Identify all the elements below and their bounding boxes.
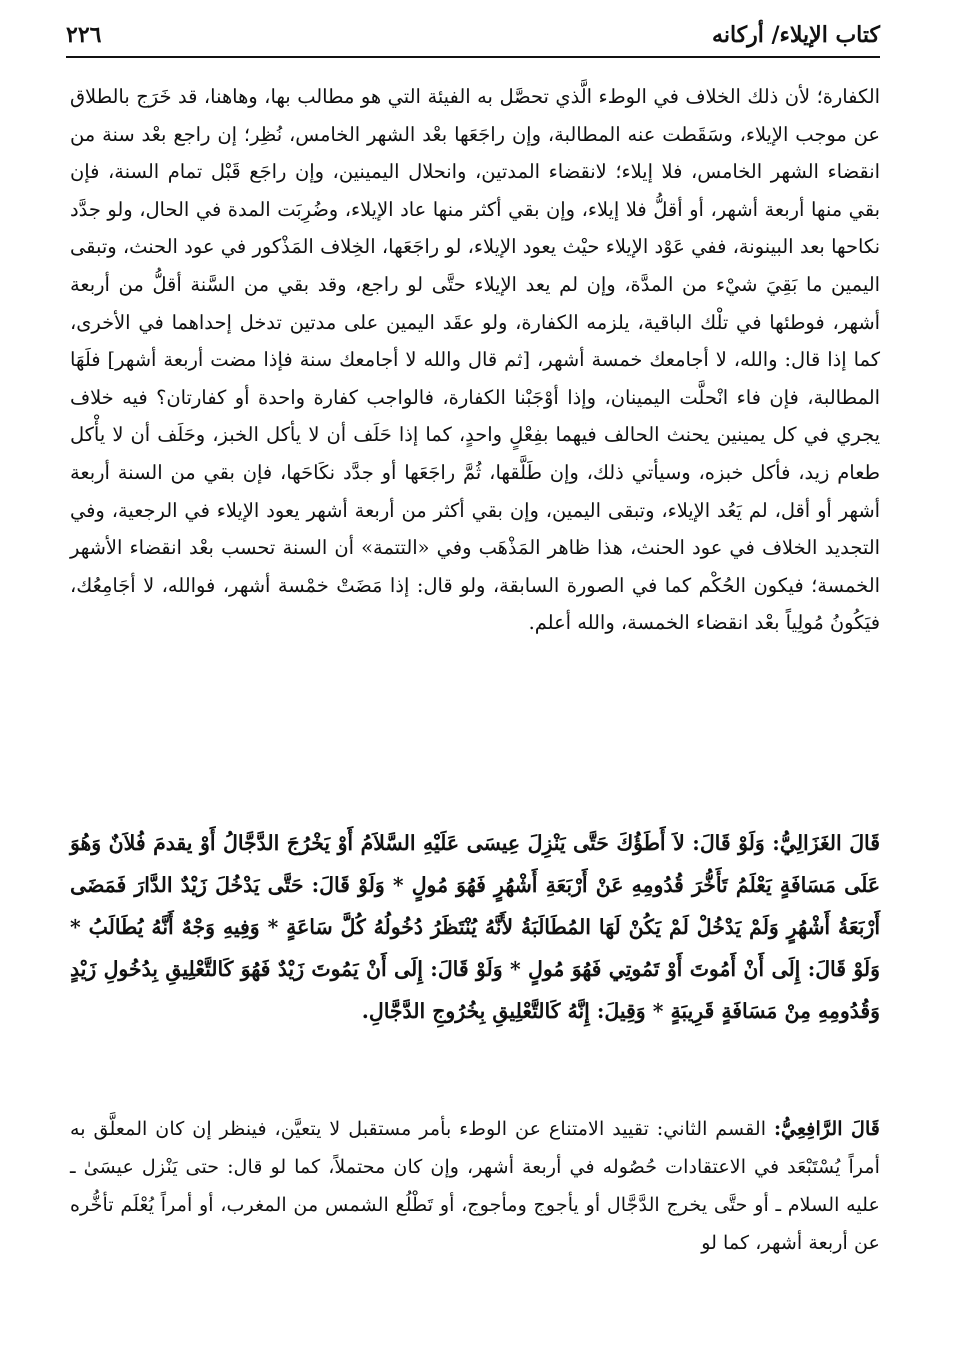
page-number: ٢٢٦ [66, 22, 102, 48]
ghazali-text: وَلَوْ قَالَ: لاَ أَطَؤُكَ حَتَّى يَنْزِلَ عِيسَى عَلَيْهِ السَّلاَمُ أَوْ يَخْرُجَ الدَّجَّالُ أَوْ يقدمَ فُلاَنٌ وَهُوَ عَلَى مَسَافَةٍ يَعْلَمُ تَأَخُّرَ قُدُومِهِ عَنْ أَرْبَعَةِ أَشْهُرٍ فَهُوَ مُولٍ * وَلَوْ قَالَ: حَتَّى يَدْخُلَ زَيْدٌ الدَّارَ فَمَضَى أَرْبَعَةُ أَشْهُرٍ وَلَمْ يَدْخُلْ لَمْ يَكُنْ لَهَا المُطَالَبَةُ لأَنَّهُ يُنْتَظَرُ دُخُولُهُ كُلَّ سَاعَةٍ * وَفِيهِ وَجْهٌ أَنَّهُ يُطَالَبُ * وَلَوْ قَالَ: إِلَى أَنْ أَمُوتَ أَوْ تَمُوتِي فَهُوَ مُولٍ * وَلَوْ قَالَ: إِلَى أَنْ يَمُوتَ زَيْدٌ فَهُوَ كَالتَّعْلِيقِ بِدُخُولِ زَيْدٍ وَقُدُومِهِ مِنْ مَسَافَةٍ قَرِيبَةٍ * وَقِيلَ: إِنَّهُ كَالتَّعْلِيقِ بِخُرُوجِ الدَّجَّالِ. [70, 831, 880, 1023]
rafii-text: القسم الثاني: تقييد الامتناع عن الوطء بأمر مستقبل لا يتعيَّن، فينظر إن كان المعلَّق به أمراً يُسْتَبْعَد في الاعتقادات حُصُوله في أربعة أشهر، وإن كان محتملاً، كما لو قال: حتى يَنْزل عيسَىٰ ـ عليه السلام ـ أو حتَّى يخرج الدَّجَّال أو يأجوج ومأجوج، أو تَطْلُع الشمس من المغرب، أو أمراً يُعْلَم تأخُّره عن أربعة أشهر، كما لو [70, 1117, 880, 1254]
ghazali-matn-paragraph [70, 822, 880, 1032]
ghazali-label: قَالَ الغَزَالِيُّ: [772, 831, 880, 855]
running-title: كتاب الإيلاء/ أركانه [712, 22, 880, 48]
rafii-commentary-paragraph [70, 1110, 880, 1262]
page-header [66, 16, 880, 58]
commentary-paragraph: الكفارة؛ لأن ذلك الخلاف في الوطء الَّذي تحصَّل به الفيئة التي هو مطالب بها، وهاهنا، قد خَرَج بالطلاق عن موجب الإيلاء، وسَقَطت عنه المطالبة، وإن راجَعَها بعْد الشهر الخامس، نُظِر؛ إن راجع بعْد سنة من انقضاء الشهر الخامس، فلا إيلاء؛ لانقضاء المدتين، وانحلال اليمينين، وإن راجَع قَبْل تمام السنة، فإن بقي منها أربعة أشهر، أو أقلُّ فلا إيلاء، وإن بقي أكثر منها عاد الإيلاء، وضُرِبَت المدة في الحال، ولو جدَّد نكاحها بعد البينونة، ففي عَوْد الإيلاء حيْث يعود الإيلاء، لو راجَعَها، الخِلاف المَذْكور في عود الحنث، وتبقى اليمين ما بَقِيَ شيْء من المدَّة، وإن لم يعد الإيلاء حتَّى لو راجع، وقد بقي من السَّنة أقلُّ من أربعة أشهر، فوطئها في تلْك الباقية، يلزمه الكفارة، ولو عقَد اليمين على مدتين تدخل إحداهما في الأخرى، كما إذا قال: والله، لا أجامعك خمسة أشهر، [ثم قال والله لا أجامعك سنة فإذا مضت أربعة أشهر] فلَهَا المطالبة، فإن فاء انْحلَّت اليمينان، وإذا أوْجَبْنا الكفارة، فالواجب كفارة واحدة أو كفارتان؟ فيه خلاف يجري في كل يمينين يحنث الحالف فيهما بفِعْلٍ واحدٍ، كما إذا حَلَف أن لا يأكل الخبز، وحَلَف أن لا يأْكل طعام زيد، فأكل خبزه، وسيأتي ذلك، وإن طَلَّقها، ثُمَّ راجَعَها أو جدَّد نكَاحَها، فإن بقي من السنة أربعة أشهر أو أقل، لم يَعُد الإيلاء، وتبقى اليمين، وإن بقي أكثر من أربعة أشهر يعود الإيلاء في الرجعية، وفي التجديد الخلاف في عود الحنث، هذا ظاهر المَذْهَب وفي «التتمة» أن السنة تحسب بعْد انقضاء الأشهر الخمسة؛ فيكون الحُكْم كما في الصورة السابقة، ولو قال: إذا مَضَتْ خمْسة أشهر، فوالله، لا أجَامِعُك، فيَكُونُ مُولِياً بعْد انقضاء الخمسة، والله أعلم. [70, 85, 880, 635]
rafii-label: قَالَ الرَّافِعِيُّ: [773, 1117, 880, 1140]
